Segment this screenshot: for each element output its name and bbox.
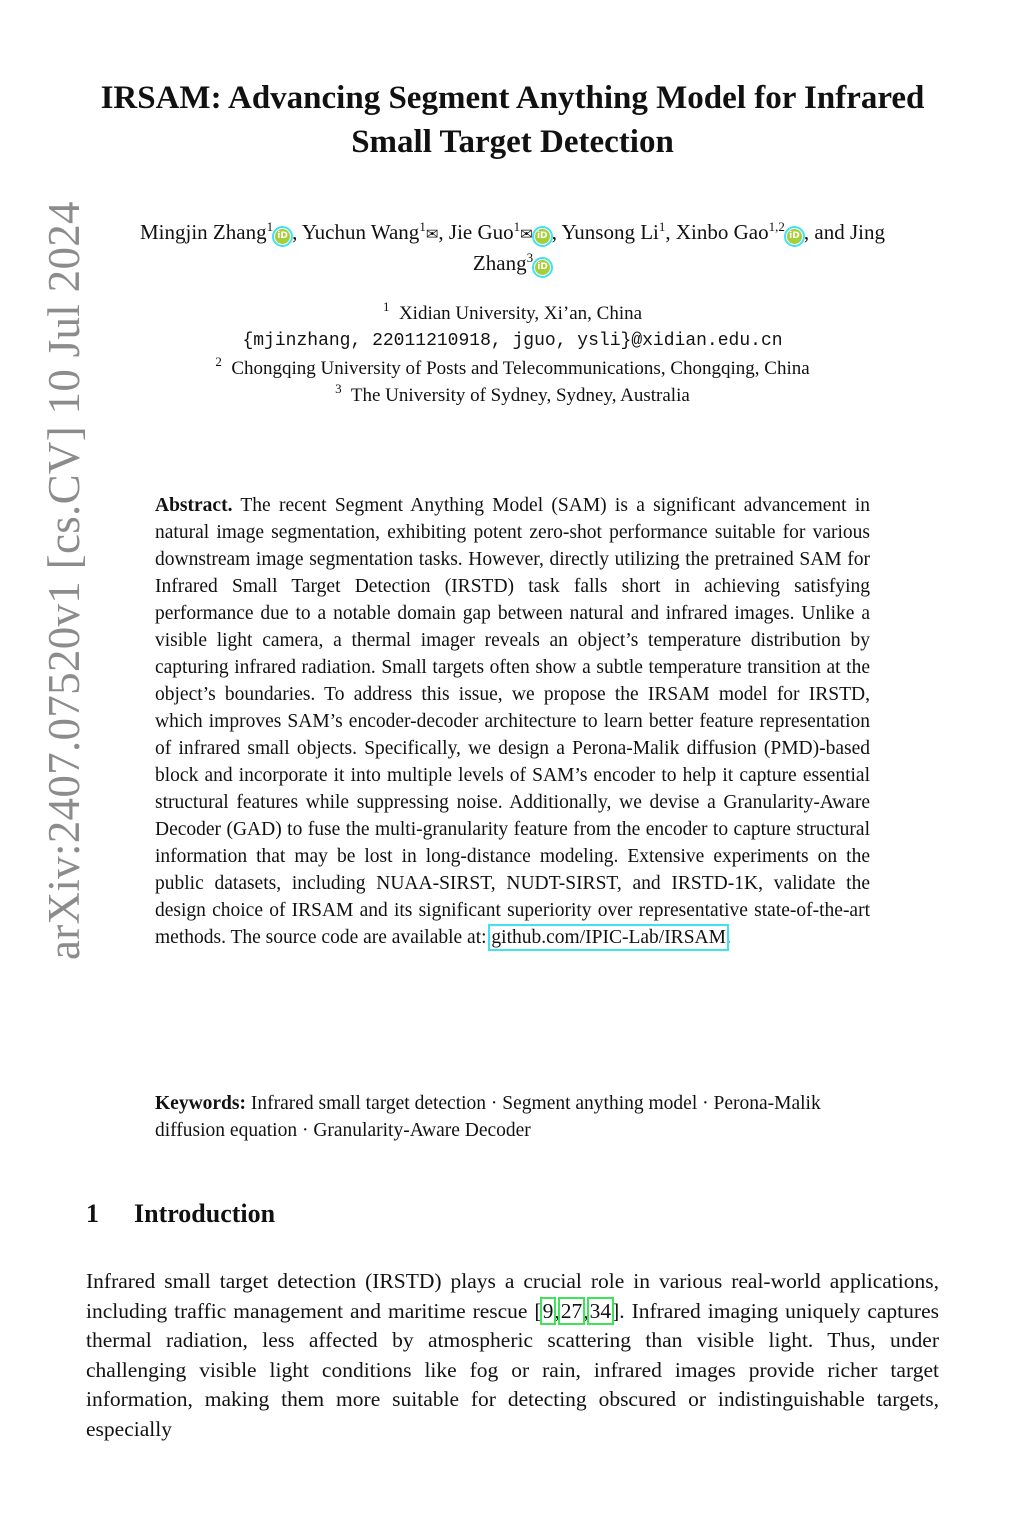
citation-link[interactable]: 34 bbox=[589, 1298, 612, 1323]
source-code-link[interactable]: github.com/IPIC-Lab/IRSAM bbox=[491, 927, 726, 948]
affiliation-text: Chongqing University of Posts and Telecommunications, Chongqing, China bbox=[231, 358, 810, 379]
author-name: Yunsong Li bbox=[561, 220, 659, 244]
author-name: Jie Guo bbox=[448, 220, 514, 244]
affiliation-3 bbox=[100, 382, 925, 409]
mail-icon: ✉ bbox=[520, 225, 533, 243]
intro-text: Infrared small target detection (IRSTD) plays a crucial role in various real-world applications, including traffic management and maritime rescue bbox=[86, 1269, 939, 1323]
affil-marker: 1 bbox=[266, 219, 274, 234]
author-list: Mingjin Zhang$^1$iD , Yuchun Wang$^1$✉, Jie Guo$^1$✉ iD , Yunsong Li$^1$, Xinbo Gao$^{1,2}$iD , and Jing Zhang$^3$iD bbox=[140, 219, 885, 275]
author-name: Mingjin Zhang bbox=[140, 220, 267, 244]
affil-marker: 1 bbox=[419, 219, 426, 234]
affil-marker: 1 bbox=[658, 219, 666, 234]
introduction-paragraph: Infrared small target detection (IRSTD) plays a crucial role in various real-world applications, including traffic management and maritime rescue [9,27,34]. Infrared imaging uniquely captures thermal radiation, less affected by atmospheric scattering than visible light. Thus, under challenging visible light conditions like fog or rain, infrared images provide richer target information, making them more suitable for detecting obscured or indistinguishable targets, especially bbox=[86, 1269, 939, 1441]
section-number: 1 bbox=[86, 1199, 99, 1228]
affil-marker: 2 bbox=[215, 354, 222, 369]
abstract-body: The recent Segment Anything Model (SAM) is a significant advancement in natural image segmentation, exhibiting potent zero-shot performance suitable for various downstream image segmentation tasks. However, directly utilizing the pretrained SAM for Infrared Small Target Detection (IRSTD) task falls short in achieving satisfying performance due to a notable domain gap between natural and infrared images. Unlike a visible light camera, a thermal imager reveals an object’s temperature distribution by capturing infrared radiation. Small targets often show a subtle temperature transition at the object’s boundaries. To address this issue, we propose the IRSAM model for IRSTD, which improves SAM’s encoder-decoder architecture to learn better feature representation of infrared small objects. Specifically, we design a Perona-Malik diffusion (PMD)-based block and incorporate it into multiple levels of SAM’s encoder to help it capture essential structural features while suppressing noise. Additionally, we devise a Granularity-Aware Decoder (GAD) to fuse the multi-granularity feature from the encoder to capture structural information that may be lost in long-distance modeling. Extensive experiments on the public datasets, including NUAA-SIRST, NUDT-SIRST, and IRSTD-1K, validate the design choice of IRSAM and its significant superiority over representative state-of-the-art methods. The source code are available at: bbox=[155, 495, 870, 948]
paper-title: IRSAM: Advancing Segment Anything Model for Infrared Small Target Detection bbox=[100, 80, 925, 160]
affiliation-text: Xidian University, Xi’an, China bbox=[398, 303, 643, 324]
author-name: Jing Zhang bbox=[472, 220, 885, 275]
arxiv-identifier: arXiv:2407.07520v1 [cs.CV] 10 Jul 2024 bbox=[39, 201, 89, 960]
affiliation-1 bbox=[100, 300, 925, 327]
intro-text: Infrared imaging uniquely captures thermal radiation, less affected by atmospheric scattering than visible light. Thus, under challenging visible light conditions like fog or rain, infrared images provide richer target information, making them more suitable for detecting obscured or indistinguishable targets, especially bbox=[86, 1298, 939, 1441]
author-name: Xinbo Gao bbox=[675, 220, 769, 244]
citation-link[interactable]: 9 bbox=[542, 1298, 554, 1323]
mail-icon: ✉ bbox=[425, 225, 439, 243]
affiliation-text: The University of Sydney, Sydney, Australia bbox=[350, 385, 690, 406]
affil-marker: 1 bbox=[382, 299, 390, 314]
keywords bbox=[155, 1090, 870, 1144]
abstract bbox=[155, 492, 870, 951]
affil-marker: 3 bbox=[526, 250, 534, 265]
affil-marker: 1 bbox=[513, 219, 521, 234]
orcid-icon[interactable]: iD bbox=[535, 229, 550, 244]
abstract-label: Abstract. bbox=[155, 495, 233, 516]
affiliation-2 bbox=[100, 355, 925, 382]
author-conjunction: , and bbox=[803, 220, 845, 244]
orcid-icon[interactable]: iD bbox=[787, 229, 802, 244]
orcid-icon[interactable]: iD bbox=[535, 260, 550, 275]
citation-link[interactable]: 27 bbox=[560, 1298, 583, 1323]
section-title: Introduction bbox=[134, 1199, 276, 1228]
affil-marker: 1,2 bbox=[768, 219, 785, 234]
abstract-end: . bbox=[725, 927, 731, 948]
section-heading bbox=[86, 1196, 275, 1232]
orcid-icon[interactable]: iD bbox=[275, 229, 290, 244]
affiliation-email: {mjinzhang, 22011210918, jguo, ysli}@xidian.edu.cn bbox=[242, 331, 783, 351]
keywords-label: Keywords: bbox=[155, 1093, 246, 1114]
affil-marker: 3 bbox=[335, 381, 342, 396]
keywords-text: Infrared small target detection · Segment anything model · Perona-Malik diffusion equation · Granularity-Aware Decoder bbox=[155, 1093, 821, 1141]
author-name: Yuchun Wang bbox=[301, 220, 420, 244]
